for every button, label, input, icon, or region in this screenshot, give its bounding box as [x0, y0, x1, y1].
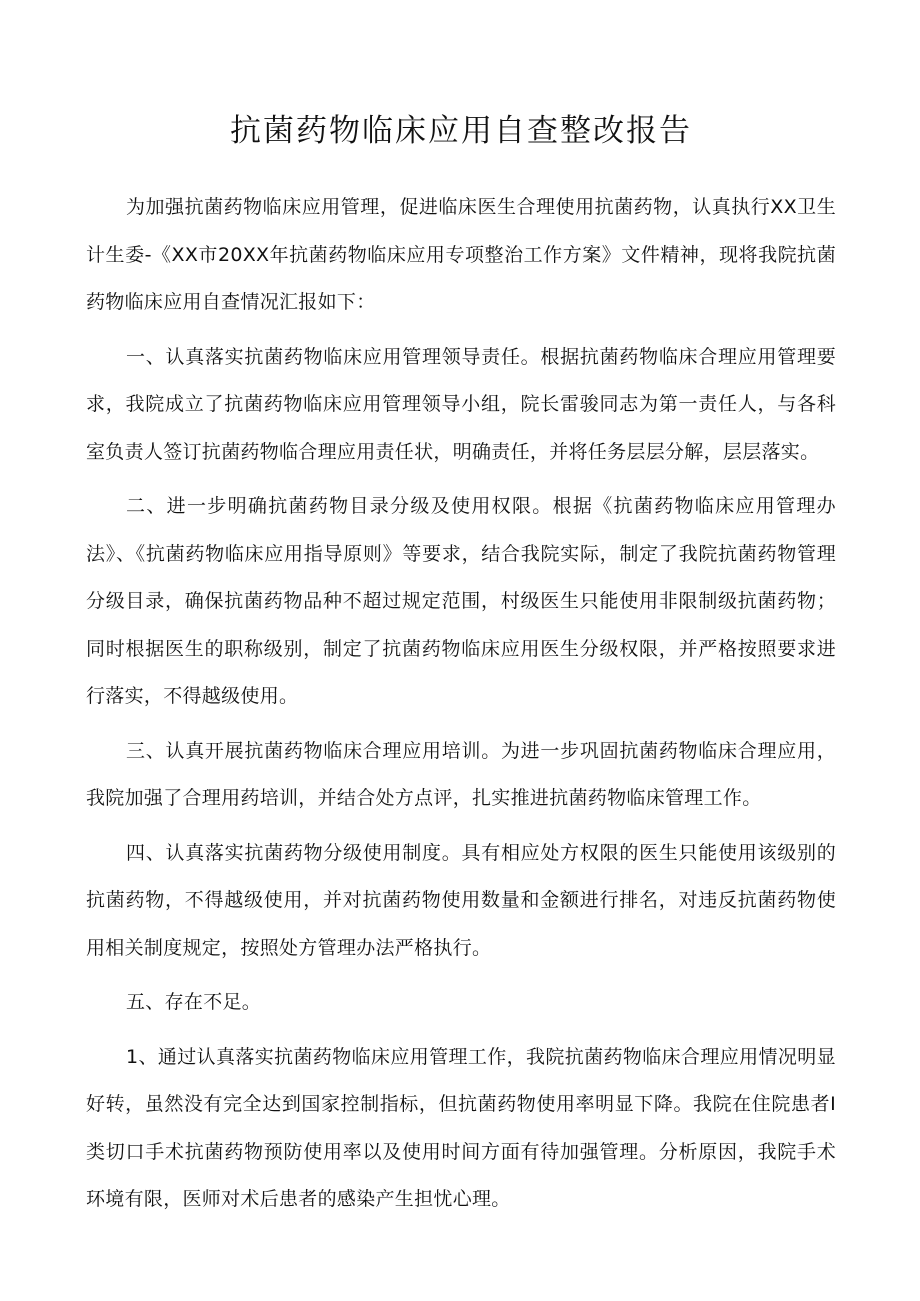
- paragraph-section-5-item-1: 1、通过认真落实抗菌药物临床应用管理工作，我院抗菌药物临床合理应用情况明显好转，虽然没有完全达到国家控制指标，但抗菌药物使用率明显下降。我院在住院患者I类切口手术抗菌药物预防使用率以及使用时间方面有待加强管理。分析原因，我院手术环境有限，医师对术后患者的感染产生担忧心理。: [86, 1045, 836, 1210]
- paragraph-section-2: 二、进一步明确抗菌药物目录分级及使用权限。根据《抗菌药物临床应用管理办法》、《抗菌药物临床应用指导原则》等要求，结合我院实际，制定了我院抗菌药物管理分级目录，确保抗菌药物品种不超过规定范围，村级医生只能使用非限制级抗菌药物；同时根据医生的职称级别，制定了抗菌药物临床应用医生分级权限，并严格按照要求进行落实，不得越级使用。: [86, 495, 836, 707]
- paragraph-intro: 为加强抗菌药物临床应用管理，促进临床医生合理使用抗菌药物，认真执行XX卫生计生委-《XX市20XX年抗菌药物临床应用专项整治工作方案》文件精神，现将我院抗菌药物临床应用自查情况汇报如下：: [86, 196, 836, 313]
- document-page: [86, 108, 836, 1231]
- document-title: 抗菌药物临床应用自查整改报告: [230, 113, 692, 149]
- paragraph-section-3: 三、认真开展抗菌药物临床合理应用培训。为进一步巩固抗菌药物临床合理应用，我院加强了合理用药培训，并结合处方点评，扎实推进抗菌药物临床管理工作。: [86, 739, 836, 809]
- paragraph-section-5-heading: 五、存在不足。: [126, 991, 262, 1013]
- paragraph-section-4: 四、认真落实抗菌药物分级使用制度。具有相应处方权限的医生只能使用该级别的抗菌药物，不得越级使用，并对抗菌药物使用数量和金额进行排名，对违反抗菌药物使用相关制度规定，按照处方管理办法严格执行。: [86, 841, 836, 959]
- paragraph-section-1: 一、认真落实抗菌药物临床应用管理领导责任。根据抗菌药物临床合理应用管理要求，我院成立了抗菌药物临床应用管理领导小组，院长雷骏同志为第一责任人，与各科室负责人签订抗菌药物临合理应用责任状，明确责任，并将任务层层分解，层层落实。: [86, 345, 836, 463]
